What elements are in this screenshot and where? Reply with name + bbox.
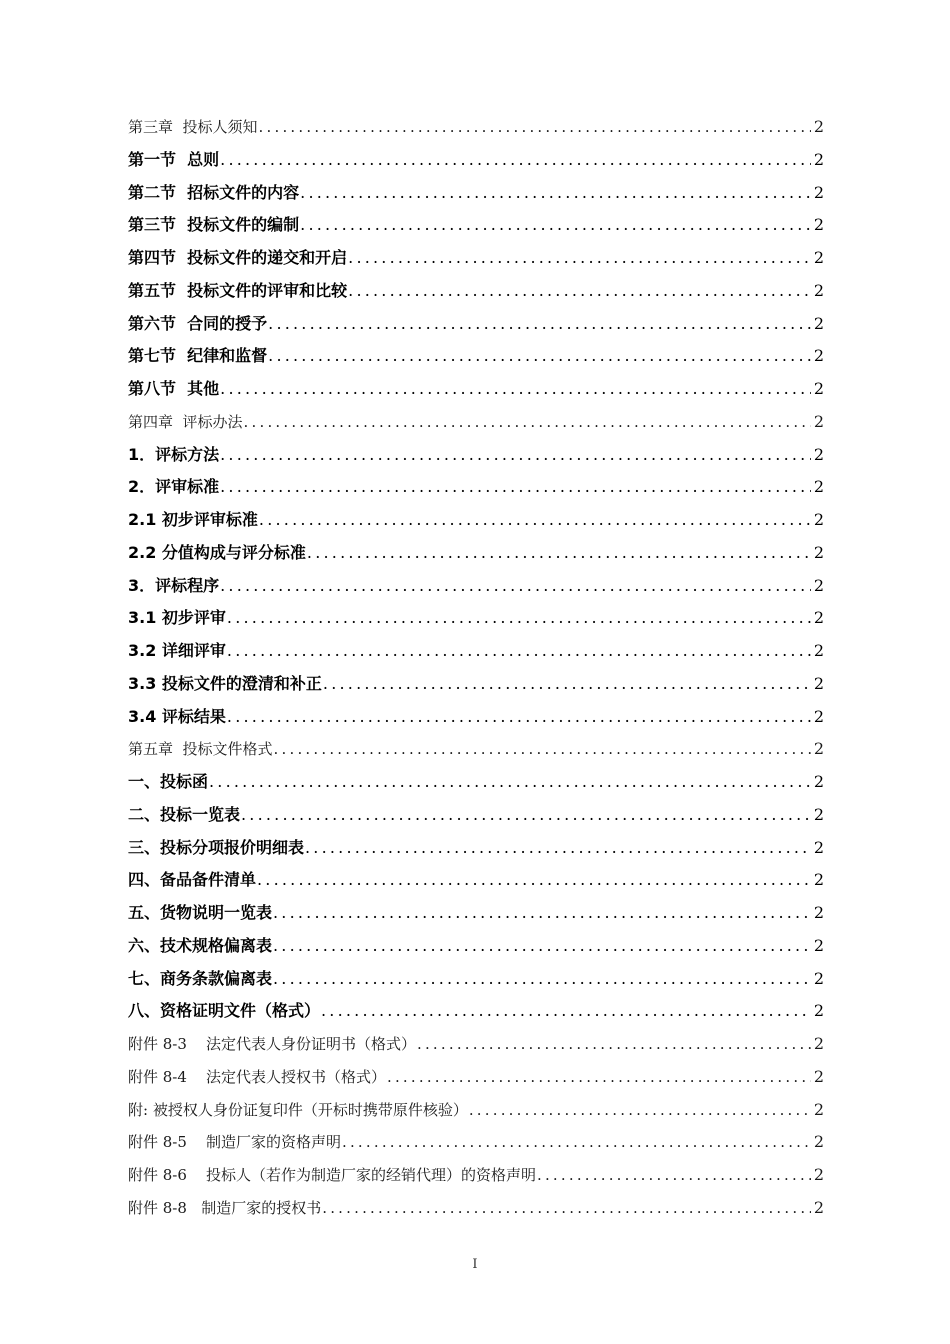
toc-entry-page-number: 2 — [813, 510, 824, 529]
toc-entry-label: 第四节 投标文件的递交和开启 — [128, 248, 348, 267]
toc-entry-page-number: 2 — [813, 444, 824, 464]
toc-entry-page-number: 2 — [813, 608, 824, 628]
toc-entry[interactable] — [128, 1028, 824, 1061]
toc-entry-page-number: 2 — [813, 837, 824, 857]
toc-entry-label: 八、资格证明文件（格式） — [128, 1001, 321, 1021]
toc-entry[interactable] — [128, 1094, 824, 1127]
toc-entry-page-number: 2 — [813, 1034, 824, 1053]
toc-entry[interactable] — [128, 275, 824, 308]
toc-entry[interactable] — [128, 537, 824, 570]
toc-entry[interactable] — [128, 799, 824, 832]
toc-entry-page-number: 2 — [813, 149, 824, 169]
toc-dot-leader — [300, 209, 811, 242]
toc-dot-leader — [469, 1094, 811, 1127]
toc-dot-leader — [305, 832, 811, 865]
toc-entry-page-number: 2 — [813, 215, 824, 235]
toc-entry[interactable] — [128, 766, 824, 799]
toc-entry[interactable] — [128, 1126, 824, 1159]
toc-entry[interactable] — [128, 1061, 824, 1094]
toc-dot-leader — [227, 602, 811, 635]
toc-entry[interactable] — [128, 668, 824, 701]
toc-entry[interactable] — [128, 995, 824, 1028]
toc-entry-page-number: 2 — [813, 182, 824, 202]
toc-entry-label: 附件 8-4 法定代表人授权书（格式） — [128, 1067, 386, 1086]
toc-dot-leader — [322, 1192, 811, 1225]
toc-dot-leader — [268, 308, 811, 341]
toc-entry[interactable] — [128, 406, 824, 439]
toc-entry-label: 第六节 合同的授予 — [128, 313, 268, 333]
toc-entry[interactable] — [128, 144, 824, 177]
toc-entry-label: 3.3 投标文件的澄清和补正 — [128, 673, 322, 693]
toc-dot-leader — [241, 799, 811, 832]
toc-entry[interactable] — [128, 177, 824, 210]
toc-entry[interactable] — [128, 635, 824, 668]
toc-entry-label: 3.2 详细评审 — [128, 641, 226, 660]
toc-entry-label: 1．评标方法 — [128, 444, 220, 464]
toc-dot-leader — [220, 439, 811, 472]
toc-entry[interactable] — [128, 471, 824, 504]
toc-entry[interactable] — [128, 963, 824, 996]
toc-entry-page-number: 2 — [813, 1001, 824, 1021]
toc-entry-page-number: 2 — [813, 706, 824, 726]
toc-entry-label: 3.1 初步评审 — [128, 608, 226, 628]
toc-dot-leader — [273, 897, 811, 930]
toc-entry-page-number: 2 — [813, 1132, 824, 1152]
toc-entry-label: 第五节 投标文件的评审和比较 — [128, 280, 348, 300]
toc-dot-leader — [342, 1126, 811, 1159]
toc-entry-label: 第一节 总则 — [128, 149, 220, 169]
toc-entry[interactable] — [128, 111, 824, 144]
toc-entry-label: 3.4 评标结果 — [128, 706, 226, 726]
toc-dot-leader — [227, 635, 811, 668]
toc-dot-leader — [220, 471, 811, 504]
toc-entry-page-number: 2 — [813, 870, 824, 890]
toc-dot-leader — [417, 1028, 811, 1061]
toc-dot-leader — [348, 275, 811, 308]
toc-entry-label: 附: 被授权人身份证复印件（开标时携带原件核验） — [128, 1100, 468, 1119]
toc-entry[interactable] — [128, 1159, 824, 1192]
toc-entry-page-number: 2 — [813, 1197, 824, 1217]
toc-entry-page-number: 2 — [813, 804, 824, 824]
toc-entry-page-number: 2 — [813, 903, 824, 922]
toc-entry-page-number: 2 — [813, 379, 824, 398]
toc-entry-page-number: 2 — [813, 968, 824, 988]
toc-entry-label: 2.2 分值构成与评分标准 — [128, 542, 306, 562]
table-of-contents — [128, 111, 824, 1225]
toc-entry-label: 附件 8-3 法定代表人身份证明书（格式） — [128, 1035, 416, 1053]
toc-dot-leader — [244, 406, 811, 439]
toc-entry[interactable] — [128, 864, 824, 897]
toc-entry-label: 附件 8-6 投标人（若作为制造厂家的经销代理）的资格声明 — [128, 1166, 536, 1184]
toc-entry-label: 第五章 投标文件格式 — [128, 740, 273, 759]
toc-entry-page-number: 2 — [813, 575, 824, 595]
toc-entry-label: 六、技术规格偏离表 — [128, 935, 273, 955]
toc-entry-label: 第八节 其他 — [128, 379, 220, 398]
toc-entry-label: 七、商务条款偏离表 — [128, 968, 273, 988]
toc-entry-page-number: 2 — [813, 248, 824, 267]
page-number: I — [472, 1257, 478, 1272]
toc-entry-page-number: 2 — [813, 117, 824, 136]
toc-entry[interactable] — [128, 242, 824, 275]
toc-entry-label: 附件 8-8 制造厂家的授权书 — [128, 1198, 322, 1217]
toc-entry[interactable] — [128, 373, 824, 406]
toc-entry-page-number: 2 — [813, 673, 824, 693]
toc-entry[interactable] — [128, 930, 824, 963]
toc-entry-page-number: 2 — [813, 1099, 824, 1119]
toc-entry-label: 第二节 招标文件的内容 — [128, 182, 300, 202]
toc-dot-leader — [387, 1061, 811, 1094]
toc-entry-page-number: 2 — [813, 935, 824, 955]
toc-dot-leader — [227, 701, 811, 734]
toc-entry-label: 附件 8-5 制造厂家的资格声明 — [128, 1133, 341, 1152]
toc-dot-leader — [209, 766, 811, 799]
toc-entry-page-number: 2 — [813, 411, 824, 431]
toc-entry-label: 三、投标分项报价明细表 — [128, 837, 305, 857]
toc-entry[interactable] — [128, 701, 824, 734]
toc-entry[interactable] — [128, 504, 824, 537]
toc-dot-leader — [259, 504, 811, 537]
toc-entry[interactable] — [128, 733, 824, 766]
toc-entry-label: 第三节 投标文件的编制 — [128, 215, 300, 235]
toc-entry[interactable] — [128, 209, 824, 242]
toc-dot-leader — [321, 995, 811, 1028]
toc-entry-page-number: 2 — [813, 477, 824, 497]
toc-entry[interactable] — [128, 439, 824, 472]
toc-entry-page-number: 2 — [813, 1165, 824, 1184]
toc-entry-page-number: 2 — [813, 739, 824, 759]
toc-dot-leader — [300, 177, 811, 210]
toc-dot-leader — [307, 537, 811, 570]
toc-entry-label: 第四章 评标办法 — [128, 412, 243, 431]
toc-entry-label: 第七节 纪律和监督 — [128, 346, 268, 366]
toc-entry[interactable] — [128, 570, 824, 603]
toc-entry[interactable] — [128, 832, 824, 865]
toc-entry[interactable] — [128, 308, 824, 341]
toc-entry-page-number: 2 — [813, 280, 824, 300]
toc-dot-leader — [323, 668, 811, 701]
toc-dot-leader — [274, 733, 811, 766]
toc-entry-label: 2.1 初步评审标准 — [128, 510, 258, 529]
toc-entry[interactable] — [128, 602, 824, 635]
toc-entry-page-number: 2 — [813, 1066, 824, 1086]
toc-dot-leader — [220, 144, 811, 177]
toc-entry[interactable] — [128, 340, 824, 373]
toc-entry-page-number: 2 — [813, 313, 824, 333]
toc-entry-label: 五、货物说明一览表 — [128, 903, 273, 922]
toc-dot-leader — [259, 111, 811, 144]
toc-entry-label: 2．评审标准 — [128, 477, 220, 497]
toc-dot-leader — [273, 930, 811, 963]
toc-entry-page-number: 2 — [813, 542, 824, 562]
toc-entry-label: 一、投标函 — [128, 772, 209, 791]
toc-entry-page-number: 2 — [813, 772, 824, 791]
toc-dot-leader — [268, 340, 811, 373]
toc-entry-label: 二、投标一览表 — [128, 804, 241, 824]
toc-entry-page-number: 2 — [813, 641, 824, 660]
toc-entry-page-number: 2 — [813, 346, 824, 366]
toc-dot-leader — [273, 963, 811, 996]
toc-dot-leader — [220, 373, 811, 406]
toc-dot-leader — [537, 1159, 811, 1192]
toc-entry[interactable] — [128, 1192, 824, 1225]
toc-dot-leader — [348, 242, 811, 275]
toc-entry[interactable] — [128, 897, 824, 930]
toc-entry-label: 3．评标程序 — [128, 575, 220, 595]
toc-entry-label: 第三章 投标人须知 — [128, 118, 258, 136]
toc-dot-leader — [257, 864, 811, 897]
toc-entry-label: 四、备品备件清单 — [128, 870, 257, 890]
toc-dot-leader — [220, 570, 811, 603]
